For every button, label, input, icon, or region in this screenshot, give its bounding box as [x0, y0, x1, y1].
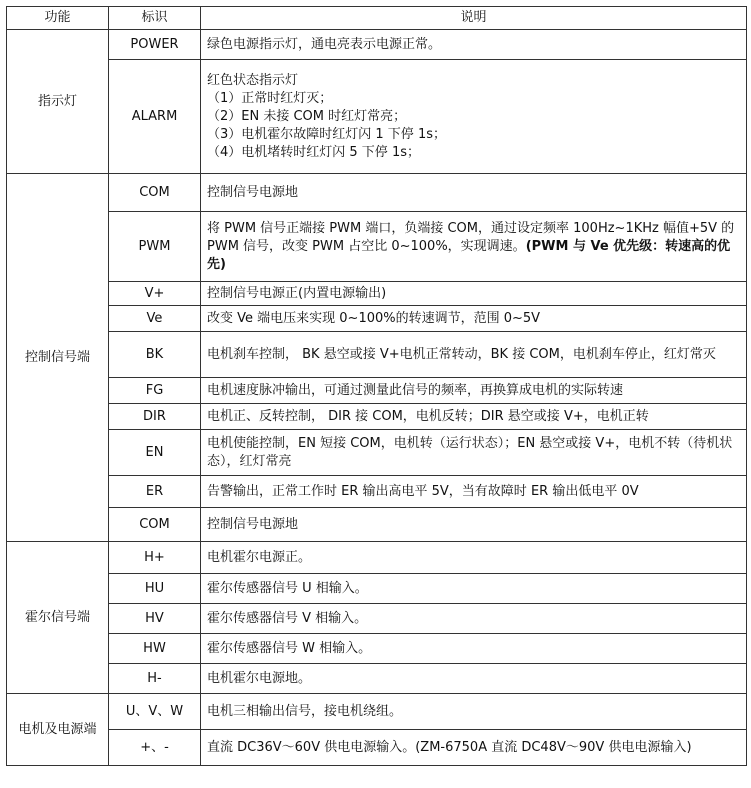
row-desc: 电机正、反转控制， DIR 接 COM，电机反转；DIR 悬空或接 V+，电机正转	[201, 404, 747, 430]
header-desc: 说明	[201, 7, 747, 30]
table-row	[7, 30, 747, 60]
row-desc: 改变 Ve 端电压来实现 0~100%的转速调节，范围 0~5V	[201, 306, 747, 332]
row-id: DIR	[109, 404, 201, 430]
table-row	[7, 378, 747, 404]
row-desc: 电机使能控制，EN 短接 COM，电机转（运行状态）；EN 悬空或接 V+，电机不转（待机状态），红灯常亮	[201, 430, 747, 476]
row-id: PWM	[109, 212, 201, 282]
row-desc: 控制信号电源地	[201, 174, 747, 212]
table-row	[7, 332, 747, 378]
table-row	[7, 508, 747, 542]
row-desc	[201, 212, 747, 282]
row-desc: 电机刹车控制， BK 悬空或接 V+电机正常转动，BK 接 COM，电机刹车停止，红灯常灭	[201, 332, 747, 378]
row-id: ALARM	[109, 60, 201, 174]
row-id: HU	[109, 574, 201, 604]
row-id: V+	[109, 282, 201, 306]
alarm-line: 红色状态指示灯	[207, 72, 299, 88]
table-row	[7, 404, 747, 430]
row-id: COM	[109, 508, 201, 542]
group-control-label: 控制信号端	[7, 174, 109, 542]
header-row	[7, 7, 747, 30]
row-id: FG	[109, 378, 201, 404]
row-id: Ve	[109, 306, 201, 332]
group-indicator-label: 指示灯	[7, 30, 109, 174]
row-desc: 电机三相输出信号，接电机绕组。	[201, 694, 747, 730]
row-id: BK	[109, 332, 201, 378]
alarm-line: （2）EN 未接 COM 时红灯常亮；	[207, 108, 407, 124]
table-row	[7, 664, 747, 694]
table-row	[7, 542, 747, 574]
pwm-priority-note: (PWM 与 Ve 优先级：转速高的优先)	[207, 238, 731, 272]
alarm-line: （1）正常时红灯灭；	[207, 90, 333, 106]
row-id: H+	[109, 542, 201, 574]
table-row	[7, 694, 747, 730]
table-row	[7, 174, 747, 212]
spec-table	[6, 6, 747, 766]
table-row	[7, 730, 747, 766]
table-row	[7, 212, 747, 282]
alarm-line: （4）电机堵转时红灯闪 5 下停 1s；	[207, 144, 420, 160]
row-desc: 霍尔传感器信号 U 相输入。	[201, 574, 747, 604]
row-id: ER	[109, 476, 201, 508]
row-id: +、-	[109, 730, 201, 766]
row-id: POWER	[109, 30, 201, 60]
row-desc: 控制信号电源地	[201, 508, 747, 542]
row-desc: 直流 DC36V～60V 供电电源输入。(ZM-6750A 直流 DC48V～90V 供电电源输入)	[201, 730, 747, 766]
row-desc	[201, 60, 747, 174]
row-id: H-	[109, 664, 201, 694]
row-desc: 绿色电源指示灯，通电亮表示电源正常。	[201, 30, 747, 60]
row-desc: 霍尔传感器信号 W 相输入。	[201, 634, 747, 664]
row-desc: 告警输出，正常工作时 ER 输出高电平 5V，当有故障时 ER 输出低电平 0V	[201, 476, 747, 508]
table-row	[7, 282, 747, 306]
row-id: HW	[109, 634, 201, 664]
pwm-desc: 将 PWM 信号正端接 PWM 端口，负端接 COM，通过设定频率 100Hz~1KHz 幅值+5V 的 PWM 信号，改变 PWM 占空比 0~100%，实现调速。	[207, 220, 735, 254]
table-row	[7, 476, 747, 508]
table-row	[7, 60, 747, 174]
header-function: 功能	[7, 7, 109, 30]
row-id: EN	[109, 430, 201, 476]
row-desc: 霍尔传感器信号 V 相输入。	[201, 604, 747, 634]
row-id: U、V、W	[109, 694, 201, 730]
header-id: 标识	[109, 7, 201, 30]
row-desc: 控制信号电源正(内置电源输出)	[201, 282, 747, 306]
group-hall-label: 霍尔信号端	[7, 542, 109, 694]
alarm-line: （3）电机霍尔故障时红灯闪 1 下停 1s；	[207, 126, 446, 142]
row-desc: 电机速度脉冲输出，可通过测量此信号的频率，再换算成电机的实际转速	[201, 378, 747, 404]
table-row	[7, 604, 747, 634]
group-power-label: 电机及电源端	[7, 694, 109, 766]
row-id: COM	[109, 174, 201, 212]
row-desc: 电机霍尔电源正。	[201, 542, 747, 574]
table-row	[7, 634, 747, 664]
table-row	[7, 574, 747, 604]
table-row	[7, 306, 747, 332]
row-desc: 电机霍尔电源地。	[201, 664, 747, 694]
table-row	[7, 430, 747, 476]
row-id: HV	[109, 604, 201, 634]
